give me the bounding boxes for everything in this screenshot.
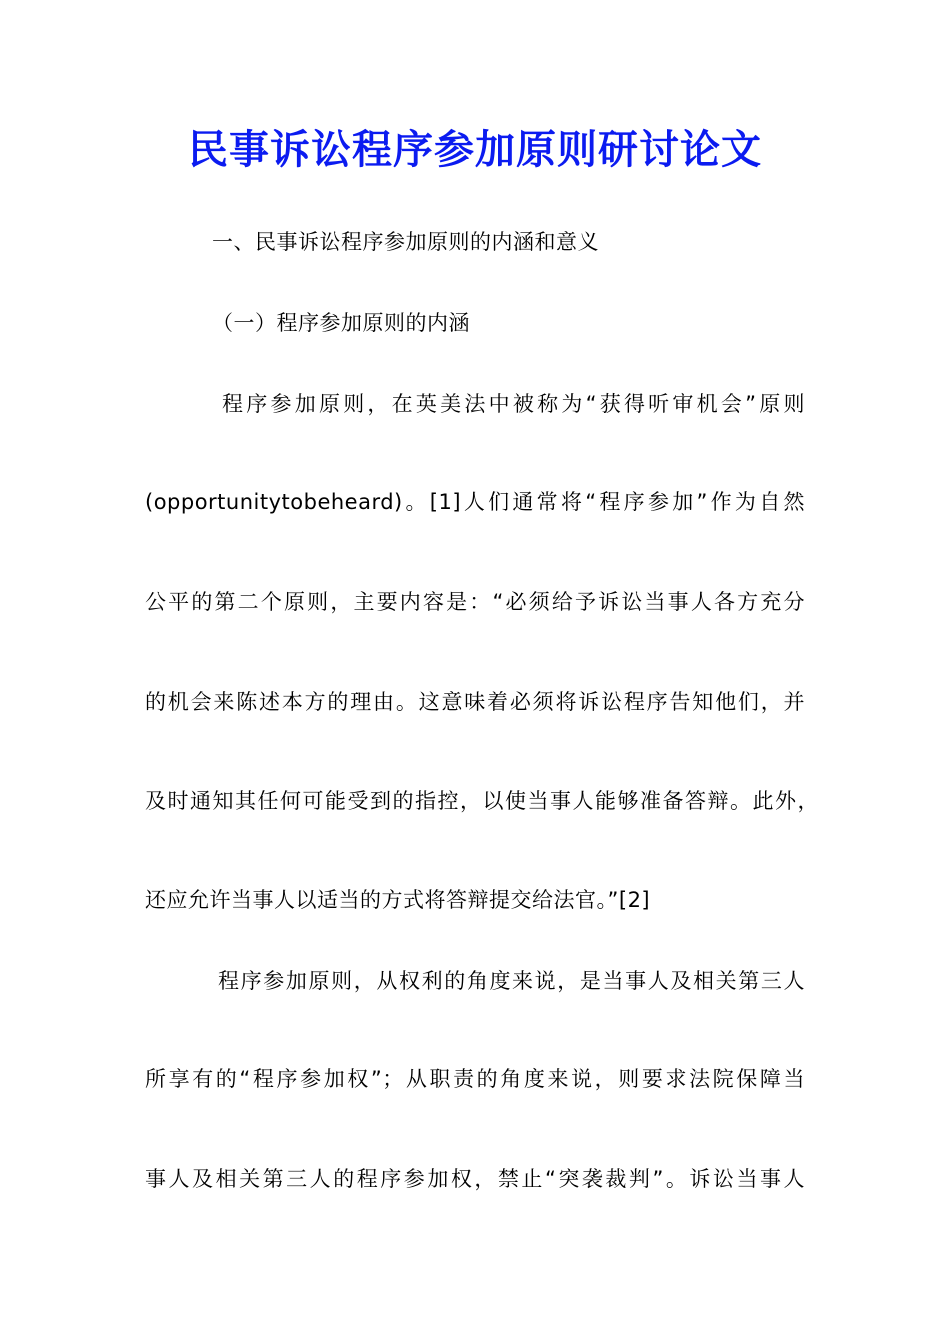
paragraph-line: 程序参加原则，在英美法中被称为“获得听审机会”原则 [222,392,805,416]
paragraph-line: 公平的第二个原则，主要内容是：“必须给予诉讼当事人各方充分 [145,590,805,614]
paragraph-line: 所享有的“程序参加权”；从职责的角度来说，则要求法院保障当 [145,1067,805,1091]
paragraph-line: 事人及相关第三人的程序参加权，禁止“突袭裁判”。诉讼当事人 [145,1167,805,1191]
section-heading: 一、民事诉讼程序参加原则的内涵和意义 [212,230,599,254]
paragraph-line: 及时通知其任何可能受到的指控，以使当事人能够准备答辩。此外， [145,789,819,813]
document-title: 民事诉讼程序参加原则研讨论文 [188,126,762,173]
paragraph-line: 还应允许当事人以适当的方式将答辩提交给法官。”[2] [145,888,651,912]
subsection-heading: （一）程序参加原则的内涵 [212,311,470,335]
paragraph-line: 程序参加原则，从权利的角度来说，是当事人及相关第三人 [218,969,805,993]
paragraph-line: 的机会来陈述本方的理由。这意味着必须将诉讼程序告知他们，并 [145,690,805,714]
paragraph-line: (opportunitytobeheard)。[1]人们通常将“程序参加”作为自然 [145,490,805,514]
